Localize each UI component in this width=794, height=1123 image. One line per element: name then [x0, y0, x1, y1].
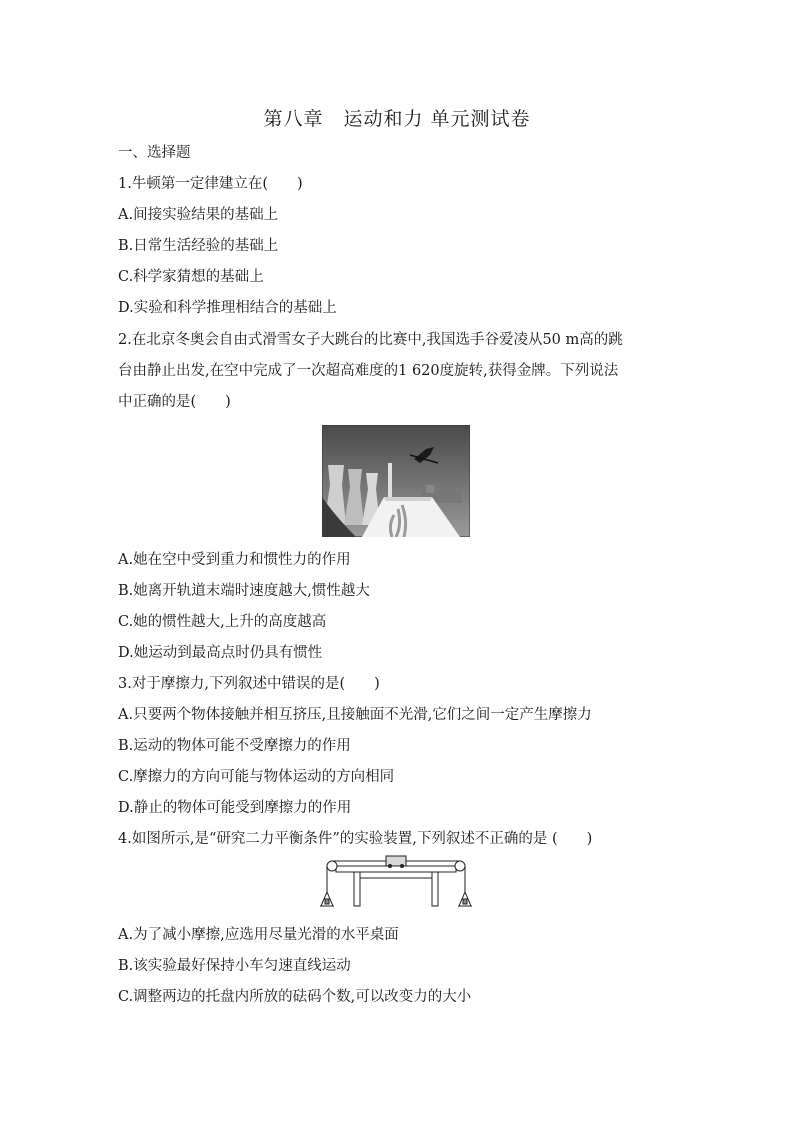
- question-3-option-b: B.运动的物体可能不受摩擦力的作用: [118, 738, 351, 754]
- question-2-option-b: B.她离开轨道末端时速度越大,惯性越大: [118, 583, 370, 599]
- left-pulley: [327, 861, 337, 871]
- question-3-option-a: A.只要两个物体接触并相互挤压,且接触面不光滑,它们之间一定产生摩擦力: [118, 707, 592, 723]
- question-3-option-d: D.静止的物体可能受到摩擦力的作用: [118, 800, 352, 816]
- question-2-option-c: C.她的惯性越大,上升的高度越高: [118, 614, 327, 630]
- question-4-option-b: B.该实验最好保持小车匀速直线运动: [118, 958, 351, 974]
- question-2-stem-line-3: 中正确的是( ): [118, 394, 231, 410]
- question-3-stem: 3.对于摩擦力,下列叙述中错误的是( ): [118, 676, 380, 692]
- question-1-stem: 1.牛顿第一定律建立在( ): [118, 176, 303, 192]
- question-1-option-a: A.间接实验结果的基础上: [118, 207, 279, 223]
- question-4-option-c: C.调整两边的托盘内所放的砝码个数,可以改变力的大小: [118, 989, 472, 1005]
- question-2-stem-line-2: 台由静止出发,在空中完成了一次超高难度的1 620度旋转,获得金牌。下列说法: [118, 363, 619, 379]
- question-4-option-a: A.为了减小摩擦,应选用尽量光滑的水平桌面: [118, 927, 399, 943]
- page-title: 第八章 运动和力 单元测试卷: [263, 108, 531, 130]
- question-1-option-d: D.实验和科学推理相结合的基础上: [118, 300, 337, 316]
- question-2-stem-line-1: 2.在北京冬奥会自由式滑雪女子大跳台的比赛中,我国选手谷爱凌从50 m高的跳: [118, 332, 623, 348]
- question-1-option-b: B.日常生活经验的基础上: [118, 238, 279, 254]
- question-1-option-c: C.科学家猜想的基础上: [118, 269, 264, 285]
- question-3-option-c: C.摩擦力的方向可能与物体运动的方向相同: [118, 769, 395, 785]
- ski-jump-photo: [322, 425, 470, 537]
- force-balance-apparatus: [320, 852, 472, 914]
- right-pulley: [455, 861, 465, 871]
- question-2-option-a: A.她在空中受到重力和惯性力的作用: [118, 552, 351, 568]
- section-heading: 一、选择题: [118, 145, 191, 161]
- question-2-option-d: D.她运动到最高点时仍具有惯性: [118, 645, 323, 661]
- question-4-stem: 4.如图所示,是“研究二力平衡条件”的实验装置,下列叙述不正确的是 ( ): [118, 831, 593, 847]
